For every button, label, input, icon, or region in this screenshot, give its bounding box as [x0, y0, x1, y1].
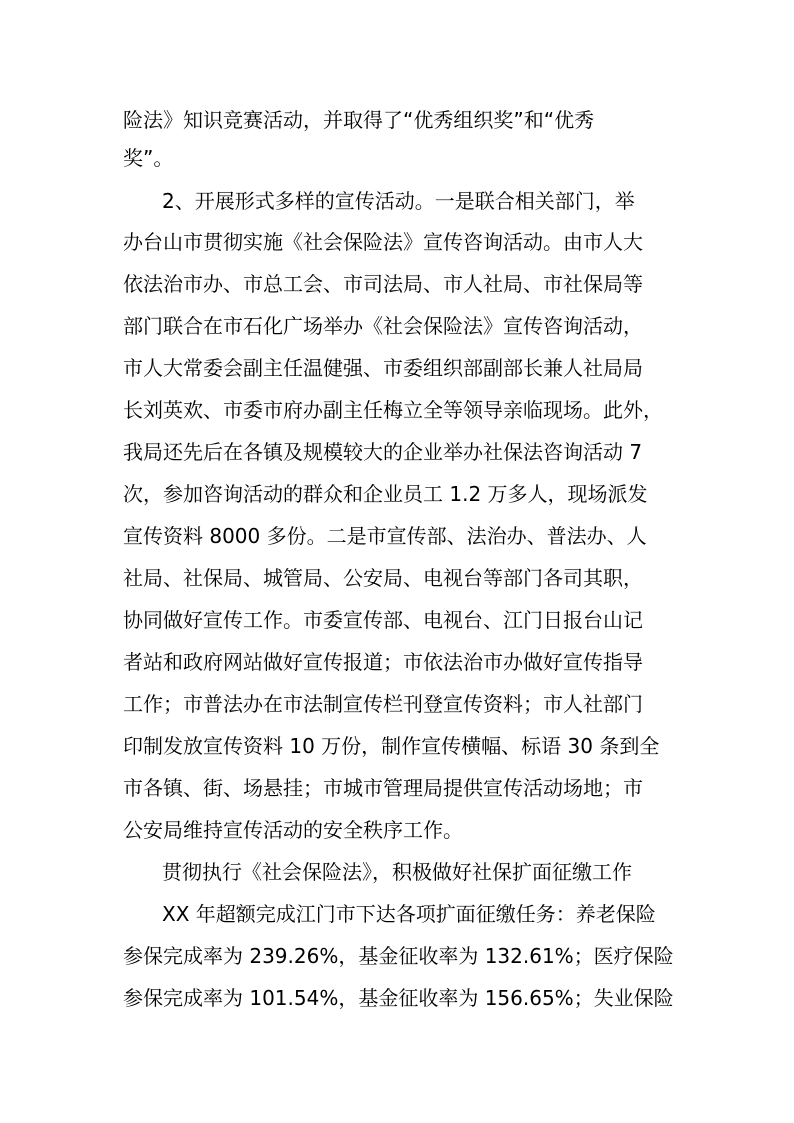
text-line-9: 我局还先后在各镇及规模较大的企业举办社保法咨询活动 7	[123, 440, 643, 464]
text-line-6: 部门联合在市石化广场举办《社会保险法》宣传咨询活动，	[123, 314, 643, 338]
text-line-8: 长刘英欢、市委市府办副主任梅立全等领导亲临现场。此外，	[123, 398, 663, 422]
text-line-22: 参保完成率为 101.54%，基金征收率为 156.65%；失业保险	[123, 986, 674, 1010]
text-line-21: 参保完成率为 239.26%，基金征收率为 132.61%；医疗保险	[123, 944, 674, 968]
text-line-12: 社局、社保局、城管局、公安局、电视台等部门各司其职，	[123, 566, 643, 590]
text-line-10: 次，参加咨询活动的群众和企业员工 1.2 万多人，现场派发	[123, 482, 648, 506]
text-line-11: 宣传资料 8000 多份。二是市宣传部、法治办、普法办、人	[123, 524, 647, 548]
paragraph-2-first-line: 2、开展形式多样的宣传活动。一是联合相关部门，举	[162, 189, 635, 213]
text-line-1: 险法》知识竞赛活动，并取得了“优秀组织奖”和“优秀	[123, 108, 595, 132]
text-line-15: 工作；市普法办在市法制宣传栏刊登宣传资料；市人社部门	[123, 692, 643, 716]
text-line-7: 市人大常委会副主任温健强、市委组织部副部长兼人社局局	[123, 356, 643, 380]
text-line-17: 市各镇、街、场悬挂；市城市管理局提供宣传活动场地；市	[123, 776, 643, 800]
text-line-14: 者站和政府网站做好宣传报道；市依法治市办做好宣传指导	[123, 650, 643, 674]
text-line-4: 办台山市贯彻实施《社会保险法》宣传咨询活动。由市人大	[123, 230, 643, 254]
text-line-13: 协同做好宣传工作。市委宣传部、电视台、江门日报台山记	[123, 608, 643, 632]
section-heading: 贯彻执行《社会保险法》，积极做好社保扩面征缴工作	[162, 860, 632, 884]
text-line-5: 依法治市办、市总工会、市司法局、市人社局、市社保局等	[123, 272, 643, 296]
text-line-18: 公安局维持宣传活动的安全秩序工作。	[123, 818, 463, 842]
text-line-2: 奖”。	[123, 146, 174, 170]
paragraph-3-first-line: XX 年超额完成江门市下达各项扩面征缴任务：养老保险	[162, 902, 656, 926]
text-line-16: 印制发放宣传资料 10 万份，制作宣传横幅、标语 30 条到全	[123, 734, 660, 758]
